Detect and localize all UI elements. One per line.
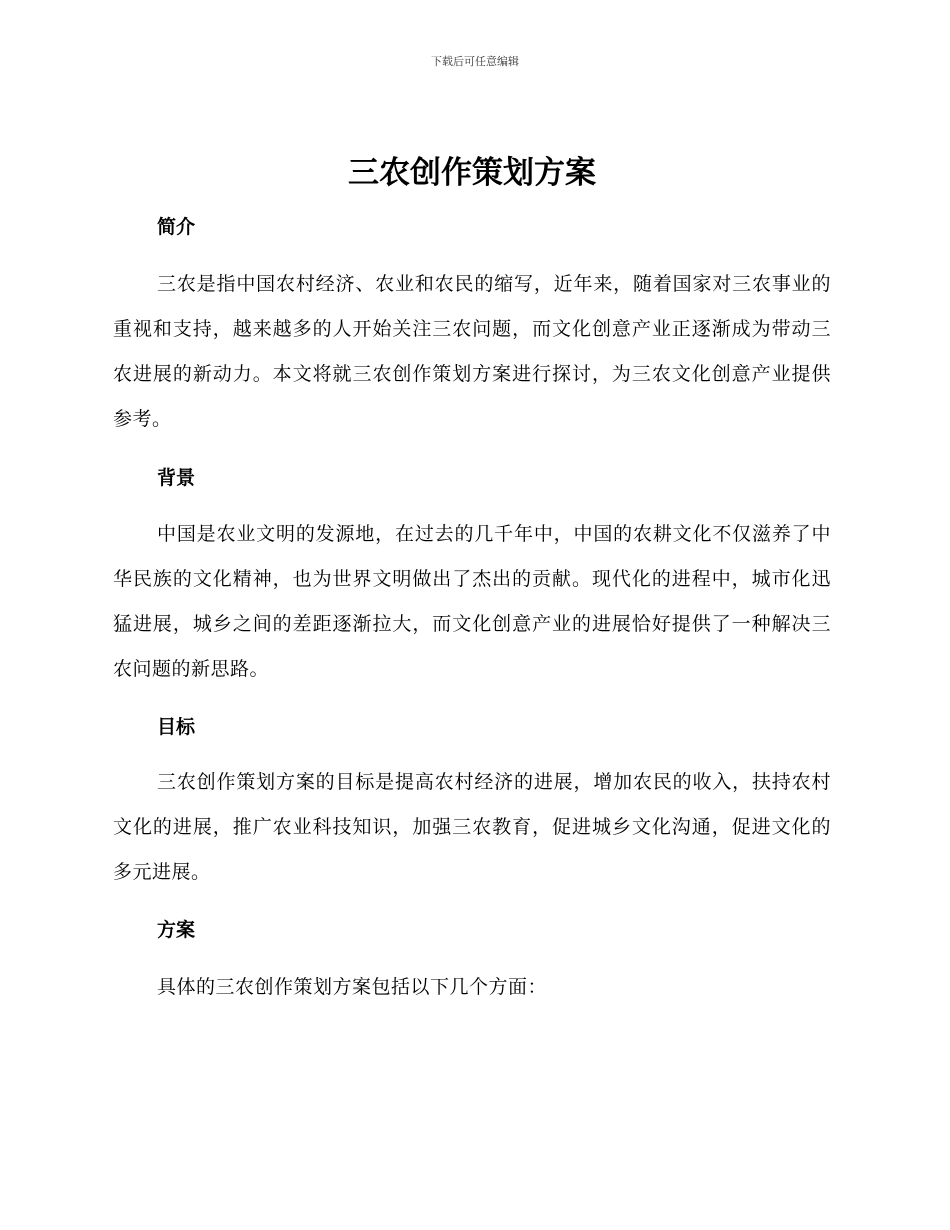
section-plan (113, 907, 831, 1010)
section-heading-background: 背景 (157, 467, 196, 489)
section-paragraph-goal: 三农创作策划方案的目标是提高农村经济的进展，增加农民的收入，扶持农村文化的进展，推广农业科技知识，加强三农教育，促进城乡文化沟通，促进文化的多元进展。 (113, 771, 831, 883)
section-introduction (113, 204, 831, 442)
section-paragraph-background: 中国是农业文明的发源地，在过去的几千年中，中国的农耕文化不仅滋养了中华民族的文化精神，也为世界文明做出了杰出的贡献。现代化的进程中，城市化迅猛进展，城乡之间的差距逐渐拉大，而文化创意产业的进展恰好提供了一种解决三农问题的新思路。 (113, 523, 831, 680)
section-paragraph-introduction: 三农是指中国农村经济、农业和农民的缩写，近年来，随着国家对三农事业的重视和支持，越来越多的人开始关注三农问题，而文化创意产业正逐渐成为带动三农进展的新动力。本文将就三农创作策划方案进行探讨，为三农文化创意产业提供参考。 (113, 273, 831, 430)
page-header-note: 下载后可任意编辑 (431, 55, 519, 68)
section-heading-goal: 目标 (157, 716, 196, 738)
section-background (113, 455, 831, 692)
section-heading-introduction: 简介 (157, 216, 196, 238)
section-heading-plan: 方案 (157, 919, 196, 941)
document-title: 三农创作策划方案 (348, 155, 596, 191)
document-body (113, 150, 831, 1010)
section-goal (113, 704, 831, 895)
section-paragraph-plan: 具体的三农创作策划方案包括以下几个方面： (157, 976, 548, 998)
